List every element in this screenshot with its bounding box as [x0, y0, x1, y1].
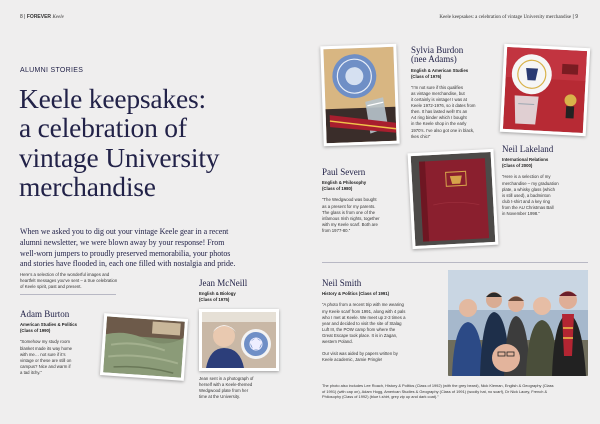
quote-line: in the Keele shop in the early	[411, 121, 467, 127]
caption-line: herself with a Keele-themed	[199, 382, 253, 388]
course-line: American Studies & Politics	[20, 322, 78, 328]
contributor-course	[322, 180, 402, 192]
group-photo-caption	[322, 383, 554, 400]
caption-line: Wedgwood plate from her	[199, 388, 249, 394]
story-paul-severn	[322, 168, 402, 234]
quote-line: as a present for my parents.	[322, 203, 376, 209]
story-neil-smith	[322, 279, 442, 363]
story-sylvia-burdon	[411, 46, 497, 140]
contributor-name: Neil Smith	[322, 278, 362, 288]
quote-line: “The Wedgwood was bought	[322, 197, 377, 203]
lead-line: heartfelt messages you’ve sent – a true celebration	[20, 278, 118, 284]
contributor-name: Neil Lakeland	[502, 144, 554, 154]
photo-caption-jean	[199, 376, 253, 400]
name-line: Sylvia Burdon	[411, 45, 464, 55]
caption-line: Philosophy (Class of 1992) (blue t-shirt, grey zip up and dark coat).”	[322, 394, 439, 400]
section-label: ALUMNI STORIES	[20, 67, 84, 74]
contributor-course	[199, 291, 279, 303]
quote-line: then. It has lasted well! It’s an	[411, 109, 468, 115]
contributor-name	[411, 46, 497, 65]
quote-line: Great Escape took place. It is in Zagan,	[322, 332, 398, 338]
publication-name: FOREVER	[26, 14, 52, 20]
contributor-course	[502, 157, 592, 169]
course-line: (Class of 1976)	[411, 73, 442, 79]
course-line: (Class of 1975)	[199, 297, 230, 303]
quote-line: plate, a whisky glass (which	[502, 186, 556, 192]
quote-line: it certainly is vintage! I was at	[411, 97, 467, 103]
contributor-quote	[20, 339, 108, 376]
quote-line: Luft III, the POW camp from where the	[322, 326, 396, 332]
right-folio	[439, 14, 578, 20]
contributor-name: Paul Severn	[322, 167, 366, 177]
quote-line: with my Keele scarf. Both are	[322, 221, 378, 227]
intro-line: and stories have flooded in, each one filled with nostalgia and pride.	[20, 259, 236, 269]
quote-line: Our visit was aided by papers written by	[322, 351, 398, 357]
headline-line: Keele keepsakes:	[19, 83, 206, 114]
course-line: International Relations	[502, 157, 549, 163]
quote-line: merchandise – my graduation	[502, 180, 559, 186]
contributor-quote	[502, 174, 592, 217]
quote-line: in November 1998.”	[502, 211, 540, 217]
quote-line: from the AU Christmas Ball	[502, 204, 554, 210]
left-folio	[20, 14, 64, 20]
lead-line: of Keele spirit, past and present.	[20, 284, 82, 290]
quote-line: vintage or these are still on	[20, 357, 72, 363]
caption-line: The photo also includes Lee Roach, History & Politics (Class of 1992) (with the grey beard), Nick Kleman, English & Geography (Class	[322, 383, 554, 388]
headline-line: vintage University	[19, 141, 220, 173]
running-title: Keele keepsakes: a celebration of vintage University merchandise	[439, 15, 572, 20]
quote-line: with me… not sure if it’s	[20, 351, 66, 357]
course-line: (Class of 1980)	[322, 186, 353, 192]
story-adam-burton	[20, 310, 108, 376]
contributor-name: Jean McNeill	[199, 278, 248, 288]
contributor-quote	[411, 85, 497, 140]
quote-line: from 1977-80.”	[322, 227, 351, 233]
quote-line: “A photo from a recent trip with me wearing	[322, 302, 404, 308]
contributor-course	[20, 322, 108, 334]
headline-line: merchandise	[19, 171, 156, 203]
contributor-name: Adam Burton	[20, 309, 70, 319]
headline	[19, 84, 219, 202]
intro-line: When we asked you to dig out your vintage Keele gear in a recent	[20, 227, 229, 236]
quote-line: blanket made its way home	[20, 345, 73, 351]
quote-line: as vintage merchandise, but	[411, 91, 465, 96]
story-jean-mcneill	[199, 279, 279, 303]
page-number-left: 8	[20, 14, 23, 20]
quote-line: “I’m not sure if this qualifies	[411, 84, 464, 90]
quote-line: is still used), a badminton	[502, 192, 551, 198]
divider	[20, 294, 116, 295]
caption-line: of 1991) (with cap on), Adam Hogg, American Studies & Geography (Class of 1991) (woolly hat, no scarf), Dr Nick Lacey, French &	[322, 388, 548, 394]
intro-line: alumni newsletter, we were blown away by your response! From	[20, 237, 225, 247]
photo-jean-wedgwood	[199, 309, 279, 371]
caption-line: time at the University.	[199, 394, 240, 400]
photo-neil-smith-group	[448, 270, 588, 376]
course-line: English & Philosophy	[322, 180, 367, 186]
photo-paul-wedgwood	[320, 44, 399, 147]
quote-line: who I met at Keele. We meet up 2-3 times a	[322, 314, 406, 320]
course-line: English & Biology	[199, 291, 236, 297]
quote-line: club t-shirt and a key ring	[502, 198, 551, 204]
contributor-course: History & Politics (Class of 1991)	[322, 291, 390, 297]
name-line: (nee Adams)	[411, 54, 457, 65]
quote-line: western Poland.	[322, 339, 353, 345]
course-line: (Class of 1990)	[20, 328, 51, 334]
photo-neil-lakeland-merch	[500, 44, 590, 136]
photo-sylvia-binder	[408, 149, 499, 249]
page-number-right: 9	[575, 14, 578, 20]
quote-line: Keele academic, Jamie Pringle!	[322, 357, 383, 363]
intro-line: well-worn jumpers to proudly preserved memorabilia, your photos	[20, 248, 231, 258]
quote-line: Keele 1972-1976, so it dates from	[411, 103, 476, 109]
intro-paragraph	[20, 227, 235, 270]
divider	[322, 262, 588, 263]
quote-line: my Keele scarf from 1991, along with 4 pals	[322, 308, 406, 314]
quote-line: year and decided to visit the site of Stalag	[322, 320, 402, 326]
header-separator: |	[24, 14, 26, 20]
contributor-course	[411, 68, 497, 80]
photo-study-blanket	[100, 313, 188, 381]
publication-name-italic: Keele	[52, 15, 64, 20]
course-line: English & American Studies	[411, 67, 469, 73]
lead-line: Here’s a selection of the wonderful images and	[20, 272, 110, 277]
quote-line: campus? Nice and warm if	[20, 363, 71, 369]
quote-line: Ikes chic!”	[411, 133, 431, 139]
quote-line: “Somehow my study room	[20, 339, 70, 345]
headline-line: a celebration of	[19, 112, 187, 144]
lead-paragraph	[20, 272, 117, 290]
quote-line: A4 ring binder which I bought	[411, 115, 467, 121]
story-neil-lakeland	[502, 145, 592, 217]
quote-line: infamous Irish nights, together	[322, 215, 380, 221]
quote-line: 1970’s. I’ve also got one in black,	[411, 127, 475, 133]
caption-line: Jean sent in a photograph of	[199, 376, 254, 381]
quote-line: “Here is a selection of my	[502, 174, 551, 180]
contributor-quote	[322, 302, 442, 363]
contributor-quote	[322, 197, 402, 234]
quote-line: The glass is from one of the	[322, 209, 376, 215]
quote-line: a tad itchy.”	[20, 369, 42, 375]
header-separator: |	[572, 14, 574, 20]
course-line: (Class of 2000)	[502, 163, 533, 169]
